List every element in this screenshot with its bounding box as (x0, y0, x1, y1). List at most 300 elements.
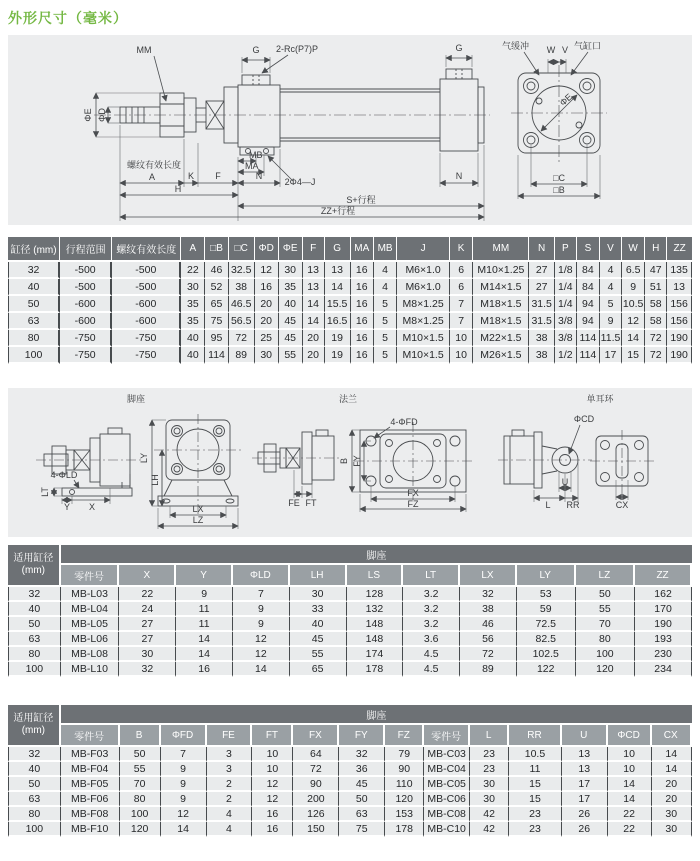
table-cell: MB-L05 (61, 617, 120, 632)
table-cell: 16 (351, 279, 374, 296)
table-cell: 50 (8, 617, 61, 632)
label-ma: MA (245, 161, 259, 171)
table-cell: -750 (60, 330, 112, 347)
table-cell: 35 (279, 279, 303, 296)
table-cell: 38 (229, 279, 255, 296)
label-l: L (545, 500, 551, 510)
label-rr: RR (566, 500, 580, 510)
table-cell: 23 (470, 762, 509, 777)
table-cell: 30 (652, 807, 693, 822)
table-cell: 55 (279, 347, 303, 364)
table-cell: 19 (325, 347, 351, 364)
table-cell: 9 (161, 777, 207, 792)
table-cell: 12 (622, 313, 645, 330)
label-square-b: □B (553, 185, 565, 195)
table-cell: 11 (509, 762, 562, 777)
table-cell: 20 (303, 330, 325, 347)
table-cell: MB-C08 (424, 807, 470, 822)
table-cell: 1/4 (555, 296, 577, 313)
table-cell: -600 (60, 296, 112, 313)
table-cell: 16 (351, 330, 374, 347)
col-header: H (645, 237, 667, 262)
table-cell: -750 (60, 347, 112, 364)
col-header: MA (351, 237, 374, 262)
col-header: FX (293, 725, 339, 747)
table-cell: 94 (577, 313, 600, 330)
label-x: X (88, 502, 96, 512)
cylinder-dimension-drawing (8, 35, 692, 225)
table-cell: 13 (562, 747, 608, 762)
table-cell: 22 (608, 807, 652, 822)
table-cell: 36 (339, 762, 385, 777)
table-cell: 30 (470, 777, 509, 792)
label-w: W (546, 45, 556, 55)
col-header: ΦE (279, 237, 303, 262)
table-cell: 70 (120, 777, 161, 792)
table-cell: 90 (385, 762, 424, 777)
label-y: Y (63, 502, 71, 512)
mounting-accessories-drawing (8, 388, 692, 537)
table-cell: 110 (385, 777, 424, 792)
table-cell: 132 (347, 602, 404, 617)
table-row (8, 313, 692, 330)
label-cx: CX (615, 500, 629, 510)
table-cell: 63 (8, 792, 61, 807)
table-cell: 80 (8, 330, 60, 347)
table-cell: 90 (293, 777, 339, 792)
table-cell: MB-F08 (61, 807, 120, 822)
table-cell: 120 (120, 822, 161, 837)
label-fx: FX (407, 488, 419, 498)
col-header: K (450, 237, 473, 262)
table-cell: MB-L04 (61, 602, 120, 617)
table-cell: 10.5 (509, 747, 562, 762)
table-cell: 9 (161, 792, 207, 807)
table-cell: 120 (385, 792, 424, 807)
table-cell: 16 (252, 807, 293, 822)
table-cell: 32 (119, 662, 176, 677)
table-cell: 190 (635, 617, 692, 632)
table-cell: 95 (205, 330, 228, 347)
label-mount-holes: 2Φ4—J (284, 177, 316, 187)
table-cell: 63 (8, 632, 61, 647)
label-k: K (187, 171, 195, 181)
label-s-stroke: S+行程 (346, 195, 376, 205)
table-cell: 14 (176, 647, 233, 662)
flange-side-view (252, 430, 340, 484)
table-cell: 27 (119, 632, 176, 647)
table-cell: 27 (529, 279, 554, 296)
table-row (8, 762, 692, 777)
table-cell: 31.5 (529, 296, 554, 313)
table-cell: 13 (562, 762, 608, 777)
table-cell: 16 (252, 822, 293, 837)
table-cell: 63 (8, 313, 60, 330)
table-cell: 114 (577, 330, 600, 347)
table-cell: 16.5 (325, 313, 351, 330)
cylinder-drawing-svg (8, 35, 692, 225)
table-cell: 114 (205, 347, 228, 364)
table-cell: 59 (517, 602, 576, 617)
table-cell: 12 (252, 777, 293, 792)
col-header: LZ (576, 565, 636, 587)
table-cell: 13 (667, 279, 692, 296)
table-cell: 80 (120, 792, 161, 807)
table-cell: -500 (60, 279, 112, 296)
table-cell: 11.5 (600, 330, 622, 347)
col-header: FT (252, 725, 293, 747)
col-header: G (325, 237, 351, 262)
table-cell: 45 (290, 632, 347, 647)
table-cell: 102.5 (517, 647, 576, 662)
col-header: W (622, 237, 645, 262)
table-cell: 178 (347, 662, 404, 677)
label-thread-length: 螺纹有效长度 (126, 160, 182, 170)
table-cell: 12 (233, 647, 290, 662)
table-cell: 30 (290, 587, 347, 602)
foot-mount-front-view (154, 414, 242, 516)
table-cell: 10 (450, 330, 473, 347)
table-cell: M14×1.5 (473, 279, 529, 296)
table-cell: 16 (351, 262, 374, 279)
col-header: LX (460, 565, 517, 587)
table-cell: M22×1.5 (473, 330, 529, 347)
table-cell: MB-F10 (61, 822, 120, 837)
label-mm: MM (136, 45, 152, 55)
table-row (8, 747, 692, 762)
table-cell: 72 (293, 762, 339, 777)
table-cell: 45 (279, 330, 303, 347)
table-cell: 234 (635, 662, 692, 677)
table-cell: -600 (112, 313, 181, 330)
col-header: ZZ (635, 565, 692, 587)
table-cell: 178 (385, 822, 424, 837)
table-cell: 40 (181, 347, 205, 364)
table-cell: 10.5 (622, 296, 645, 313)
table-row (8, 792, 692, 807)
table-cell: 13 (303, 279, 325, 296)
table-cell: 19 (325, 330, 351, 347)
label-n-front: N (255, 171, 263, 181)
col-header: RR (509, 725, 562, 747)
table-cell: 230 (635, 647, 692, 662)
table-cell: 47 (645, 262, 667, 279)
table-row (8, 617, 692, 632)
col-header: □C (229, 237, 255, 262)
table-cell: M10×1.25 (473, 262, 529, 279)
table-cell: 31.5 (529, 313, 554, 330)
table-cell: 20 (255, 296, 279, 313)
table-cell: 14 (233, 662, 290, 677)
table-cell: 32 (460, 587, 517, 602)
table-cell: 5 (600, 296, 622, 313)
table-cell: 30 (652, 822, 693, 837)
cylinder-side-view (94, 69, 490, 155)
col-header: B (120, 725, 161, 747)
table-cell: MB-L10 (61, 662, 120, 677)
table-cell: 45 (279, 313, 303, 330)
table-cell: 14 (622, 330, 645, 347)
table-cell: 32 (8, 262, 60, 279)
table-cell: 3.2 (403, 617, 460, 632)
table-cell: 193 (635, 632, 692, 647)
table-cell: 38 (529, 347, 554, 364)
table-cell: 122 (517, 662, 576, 677)
table-cell: 32 (8, 587, 61, 602)
col-header: J (397, 237, 450, 262)
label-foot-mount: 脚座 (126, 394, 146, 404)
table-cell: 11 (176, 602, 233, 617)
table-cell: 3 (207, 747, 253, 762)
col-header: X (119, 565, 176, 587)
table-cell: 70 (576, 617, 636, 632)
table-cell: 32 (8, 747, 61, 762)
table-row (8, 347, 692, 364)
table-cell: 46.5 (229, 296, 255, 313)
table-cell: -500 (112, 279, 181, 296)
table-cell: 100 (8, 822, 61, 837)
label-4-phi-ld: 4-ΦLD (50, 470, 78, 480)
label-square-c: □C (553, 173, 565, 183)
table-cell: 13 (325, 262, 351, 279)
table-row (8, 602, 692, 617)
table-cell: 4.5 (403, 662, 460, 677)
table-cell: MB-F06 (61, 792, 120, 807)
col-header: LH (290, 565, 347, 587)
label-b: B (339, 457, 349, 465)
table-cell: 42 (470, 807, 509, 822)
table-cell: 9 (233, 602, 290, 617)
clevis-side-ext-lines (534, 462, 578, 502)
table-cell: M26×1.5 (473, 347, 529, 364)
table-cell: 190 (667, 330, 692, 347)
col-header: Y (176, 565, 233, 587)
label-fy: FY (352, 455, 362, 467)
table-row (8, 647, 692, 662)
table-cell: 17 (600, 347, 622, 364)
table-row (8, 296, 692, 313)
table-cell: MB-L08 (61, 647, 120, 662)
table-cell: 100 (576, 647, 636, 662)
table-cell: 7 (161, 747, 207, 762)
label-mb: MB (249, 150, 263, 160)
table-cell: 10 (608, 762, 652, 777)
table-cell: 5 (374, 347, 397, 364)
table-cell: 80 (576, 632, 636, 647)
table-cell: 16 (176, 662, 233, 677)
table-cell: 174 (347, 647, 404, 662)
table-row (8, 330, 692, 347)
table-cell: 63 (339, 807, 385, 822)
col-header: □B (205, 237, 228, 262)
col-header: ΦFD (161, 725, 207, 747)
table-cell: 50 (120, 747, 161, 762)
label-f: F (215, 171, 221, 181)
table-cell: 30 (255, 347, 279, 364)
table-cell: 9 (161, 762, 207, 777)
table-cell: 15 (509, 777, 562, 792)
table-cell: 2 (207, 777, 253, 792)
table-cell: 6 (450, 279, 473, 296)
table-cell: 10 (608, 747, 652, 762)
table-cell: -500 (60, 262, 112, 279)
table-cell: 12 (161, 807, 207, 822)
group-header: 脚座 (61, 545, 692, 565)
table-cell: MB-C06 (424, 792, 470, 807)
col-header: FZ (385, 725, 424, 747)
table-cell: 75 (339, 822, 385, 837)
label-a: A (148, 172, 156, 182)
table-cell: 114 (577, 347, 600, 364)
table-cell: 11 (176, 617, 233, 632)
table-cell: 200 (293, 792, 339, 807)
table-cell: 58 (645, 296, 667, 313)
label-phi-e: ΦE (83, 108, 93, 122)
table-cell: 12 (252, 792, 293, 807)
table-row (8, 632, 692, 647)
table-cell: 14 (161, 822, 207, 837)
label-lx: LX (192, 504, 204, 514)
table-cell: 55 (290, 647, 347, 662)
col-header: P (555, 237, 577, 262)
table-cell: 56.5 (229, 313, 255, 330)
table-cell: 15 (622, 347, 645, 364)
table-cell: 50 (8, 296, 60, 313)
table-cell: 22 (608, 822, 652, 837)
table-cell: 1/2 (555, 347, 577, 364)
col-header: S (577, 237, 600, 262)
table-cell: 84 (577, 262, 600, 279)
clevis-rear-view (590, 430, 654, 496)
table-cell: 4 (600, 262, 622, 279)
table-cell: 51 (645, 279, 667, 296)
table-cell: 14 (325, 279, 351, 296)
table-cell: 26 (562, 822, 608, 837)
table-cell: 79 (385, 747, 424, 762)
table-cell: 4 (207, 822, 253, 837)
table-cell: MB-F03 (61, 747, 120, 762)
table-cell: 45 (339, 777, 385, 792)
table-cell: -600 (112, 296, 181, 313)
label-port-thread: 2-Rc(P7)P (276, 44, 319, 54)
col-header: 零件号 (424, 725, 470, 747)
table-row (8, 807, 692, 822)
table-cell: 148 (347, 632, 404, 647)
table-cell: 23 (509, 807, 562, 822)
table-cell: 46 (460, 617, 517, 632)
table-cell: 20 (303, 347, 325, 364)
col-header: 行程范围 (60, 237, 112, 262)
table-cell: 9 (622, 279, 645, 296)
label-lz: LZ (192, 515, 204, 525)
table-cell: 100 (8, 662, 61, 677)
table-cell: 3.6 (403, 632, 460, 647)
table-cell: 22 (119, 587, 176, 602)
table-cell: 40 (279, 296, 303, 313)
table-cell: M10×1.5 (397, 347, 450, 364)
table-cell: -750 (112, 347, 181, 364)
table-cell: 4 (600, 279, 622, 296)
table-cell: 7 (450, 313, 473, 330)
table-cell: 5 (374, 313, 397, 330)
table-cell: MB-L06 (61, 632, 120, 647)
table-cell: 7 (450, 296, 473, 313)
table-cell: 27 (529, 262, 554, 279)
table-cell: 23 (470, 747, 509, 762)
table-cell: 10 (252, 762, 293, 777)
table-cell: 5 (374, 296, 397, 313)
table-cell: 153 (385, 807, 424, 822)
table-cell: 89 (229, 347, 255, 364)
label-flange: 法兰 (338, 394, 358, 404)
table-cell: MB-F05 (61, 777, 120, 792)
table-cell: 9 (600, 313, 622, 330)
table-cell: 6 (450, 262, 473, 279)
table-cell: 120 (576, 662, 636, 677)
col-header: F (303, 237, 325, 262)
table-cell: M6×1.0 (397, 262, 450, 279)
col-header-bore: 适用缸径 (mm) (8, 545, 61, 587)
table-cell: M8×1.25 (397, 313, 450, 330)
table-cell: 20 (652, 777, 693, 792)
cylinder-dimensions-table (8, 237, 692, 364)
table-cell: 46 (205, 262, 228, 279)
table-cell: 100 (8, 347, 60, 364)
table-cell: 27 (119, 617, 176, 632)
table-cell: 15.5 (325, 296, 351, 313)
table-cell: 58 (645, 313, 667, 330)
table-cell: 65 (290, 662, 347, 677)
table-row (8, 822, 692, 837)
group-header: 脚座 (61, 705, 692, 725)
table-row (8, 587, 692, 602)
table-cell: 23 (509, 822, 562, 837)
table-cell: 190 (667, 347, 692, 364)
col-header: MB (374, 237, 397, 262)
label-4-phi-fd: 4-ΦFD (390, 417, 418, 427)
table-cell: 3/8 (555, 313, 577, 330)
table-cell: 72.5 (517, 617, 576, 632)
table-cell: 4.5 (403, 647, 460, 662)
table-cell: 52 (205, 279, 228, 296)
table-cell: 126 (293, 807, 339, 822)
col-header: LS (347, 565, 404, 587)
table-cell: 30 (470, 792, 509, 807)
table-cell: 80 (8, 807, 61, 822)
table-cell: 16 (351, 347, 374, 364)
table-cell: M18×1.5 (473, 313, 529, 330)
label-lt: LT (40, 487, 50, 497)
flange-clevis-table (8, 705, 692, 837)
table-row (8, 662, 692, 677)
col-header: LT (403, 565, 460, 587)
table-cell: 94 (577, 296, 600, 313)
table-cell: 65 (205, 296, 228, 313)
table-cell: 30 (181, 279, 205, 296)
label-ly: LY (139, 452, 149, 464)
label-air-cushion: 气缓冲 (502, 41, 530, 51)
table-cell: 9 (176, 587, 233, 602)
table-cell: 3 (207, 762, 253, 777)
table-cell: 1/8 (555, 262, 577, 279)
table-cell: 26 (562, 807, 608, 822)
label-fe: FE (288, 498, 300, 508)
table-cell: 1/4 (555, 279, 577, 296)
table-cell: 7 (233, 587, 290, 602)
col-header: L (470, 725, 509, 747)
table-cell: 17 (562, 792, 608, 807)
col-header: U (562, 725, 608, 747)
